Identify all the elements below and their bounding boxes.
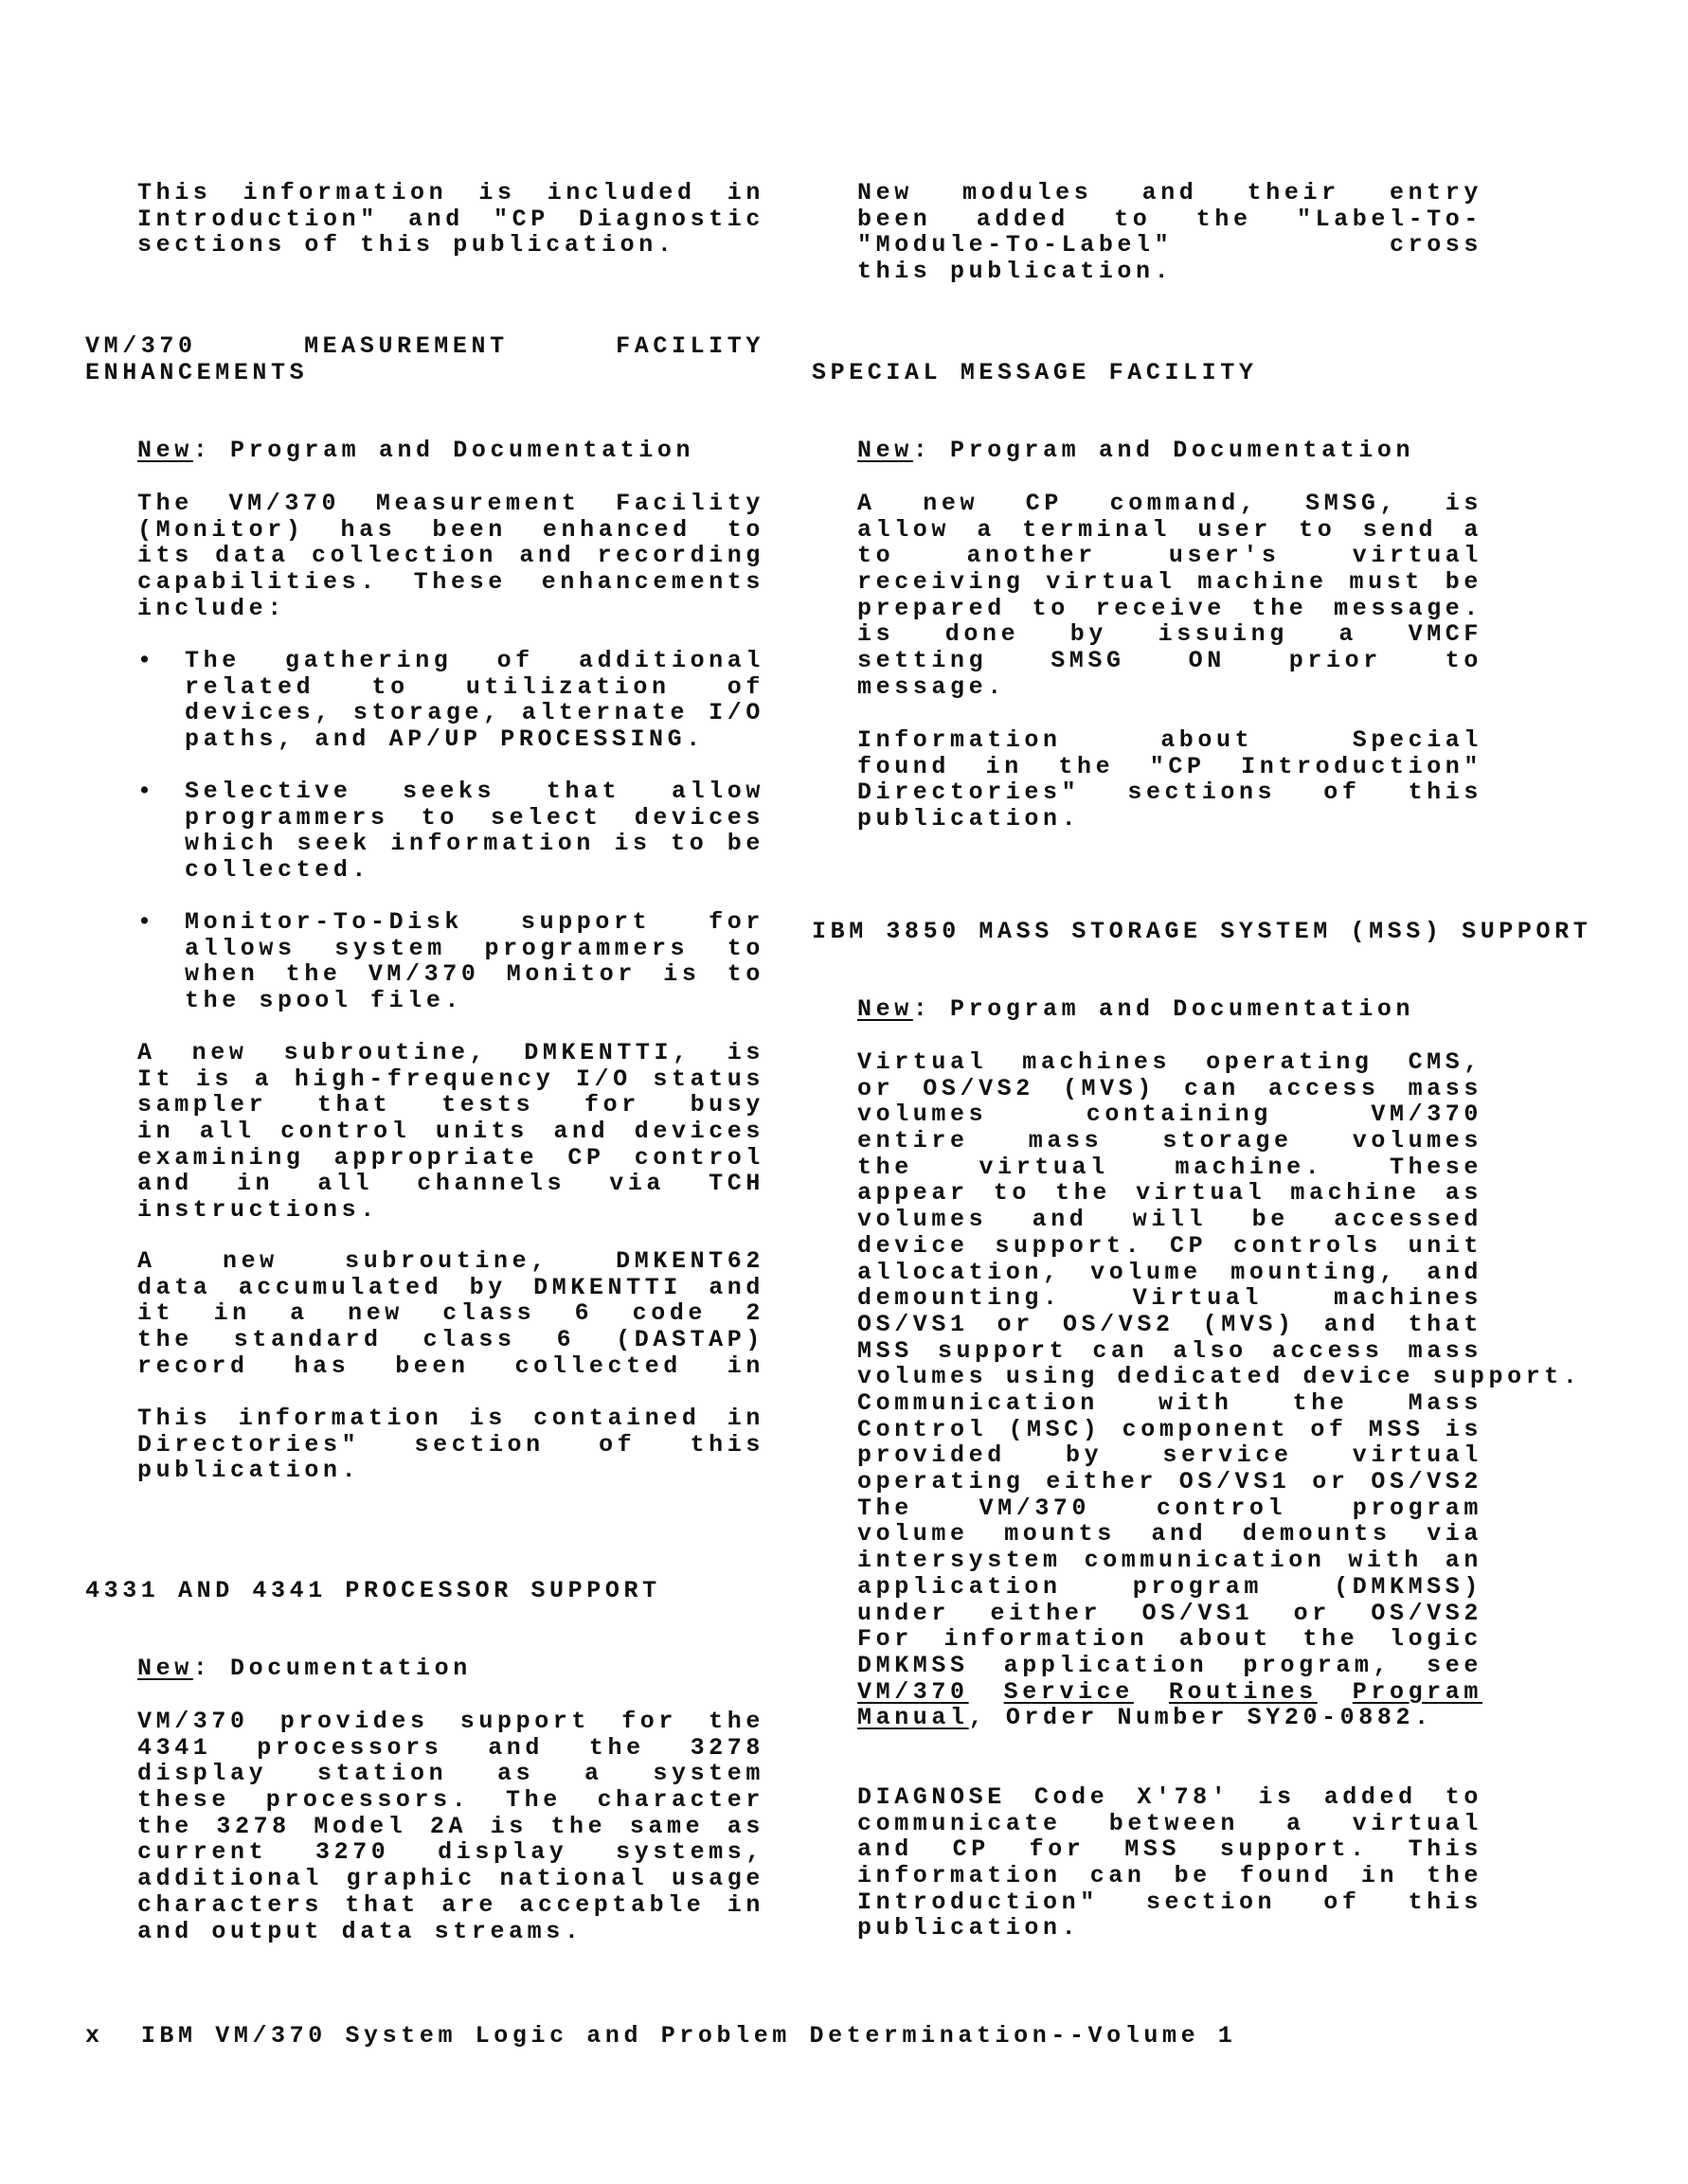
text-line: characters that are acceptable in	[137, 1891, 764, 1919]
text-line: the standard class 6 (DASTAP)	[137, 1327, 764, 1353]
text-line: the 3278 Model 2A is the same as	[137, 1813, 764, 1840]
text-line: OS/VS1 or OS/VS2 (MVS) and that	[857, 1311, 1482, 1338]
text-line: allows system programmers to	[185, 935, 764, 962]
manual-title-word: Service	[1003, 1678, 1134, 1706]
text-line: publication.	[137, 1457, 361, 1485]
text-line: application program (DMKMSS)	[857, 1573, 1482, 1601]
text-line: appear to the virtual machine as	[857, 1180, 1482, 1208]
text-line: For information about the logic	[857, 1626, 1482, 1653]
text-line: It is a high-frequency I/O status	[137, 1065, 764, 1093]
text-line: in all control units and devices	[137, 1119, 764, 1145]
text-line: This information is included in	[137, 180, 764, 206]
section-heading-processor	[85, 1578, 764, 1604]
manual-title-word: VM/370	[857, 1678, 969, 1706]
text-line: A new subroutine, DMKENT62	[137, 1248, 764, 1275]
text-line: Information about Special	[857, 727, 1482, 754]
text-line: when the VM/370 Monitor is to	[185, 961, 764, 989]
text-line: 4331 AND 4341 PROCESSOR SUPPORT	[85, 1577, 661, 1604]
text-line: instructions.	[137, 1196, 379, 1225]
text-line: under either OS/VS1 or OS/VS2	[857, 1600, 1482, 1627]
text-line: the spool file.	[185, 987, 464, 1015]
bullet-icon: •	[137, 908, 153, 936]
text-line: volumes using dedicated device support.	[857, 1363, 1582, 1391]
text-line: and output data streams.	[137, 1917, 584, 1945]
bullet-icon: •	[137, 778, 153, 805]
text-line: Control (MSC) component of MSS is	[857, 1416, 1482, 1443]
text-line: operating either OS/VS1 or OS/VS2	[857, 1469, 1482, 1495]
dmkentti-paragraph	[137, 1040, 764, 1224]
text-line: A new subroutine, DMKENTTI, is	[137, 1040, 764, 1066]
new-type: : Program and Documentation	[192, 437, 695, 464]
text-line: "Module-To-Label" cross	[857, 232, 1482, 260]
new-label: New	[857, 995, 913, 1023]
dmkent62-paragraph	[137, 1248, 764, 1379]
text-line: Introduction" section of this	[857, 1889, 1482, 1916]
text-line: DIAGNOSE Code X'78' is added to	[857, 1784, 1482, 1811]
section-heading-mss	[812, 918, 1592, 945]
manual-title-word: Manual	[857, 1704, 969, 1732]
text-line: allocation, volume mounting, and	[857, 1259, 1482, 1286]
processor-paragraph	[137, 1709, 764, 1944]
text-line: IBM 3850 MASS STORAGE SYSTEM (MSS) SUPPORT	[812, 918, 1592, 945]
text-line: these processors. The character	[137, 1787, 764, 1814]
text-line: A new CP command, SMSG, is	[857, 491, 1482, 517]
page-number: x	[85, 2022, 104, 2050]
smsg-paragraph	[857, 491, 1482, 701]
text-line: which seek information is to be	[185, 831, 764, 858]
monitor-info-paragraph	[137, 1405, 764, 1484]
text-line: Communication with the Mass	[857, 1390, 1482, 1417]
text-line: The VM/370 control program	[857, 1495, 1482, 1522]
bullet-item-1	[185, 648, 764, 753]
text-line: message.	[857, 672, 1006, 701]
text-line: found in the "CP Introduction"	[857, 753, 1482, 780]
text-line: sections of this publication.	[137, 231, 676, 260]
new-label: New	[137, 1655, 193, 1682]
text-line: VM/370 provides support for the	[137, 1709, 764, 1735]
text-line: information can be found in the	[857, 1863, 1482, 1889]
text-line: communicate between a virtual	[857, 1810, 1482, 1837]
new-label: New	[857, 437, 913, 464]
text-line: DMKMSS application program, see	[857, 1652, 1482, 1679]
text-line: volume mounts and demounts via	[857, 1521, 1482, 1548]
new-label-mss	[857, 996, 1482, 1023]
text-line: Virtual machines operating CMS,	[857, 1049, 1482, 1076]
page-footer	[85, 2023, 1236, 2050]
text-line: include:	[137, 594, 286, 622]
mss-communication-paragraph	[857, 1390, 1482, 1731]
manual-title-line	[857, 1679, 1482, 1706]
order-number: , Order Number SY20-0882.	[968, 1704, 1433, 1732]
text-line: receiving virtual machine must be	[857, 569, 1482, 596]
text-line: 4341 processors and the 3278	[137, 1734, 764, 1762]
text-line: prepared to receive the message.	[857, 595, 1482, 622]
text-line: and in all channels via TCH	[137, 1171, 764, 1198]
smsg-info-paragraph	[857, 727, 1482, 832]
text-line: This information is contained in	[137, 1405, 764, 1432]
text-line: publication.	[857, 1914, 1081, 1942]
text-line: The VM/370 Measurement Facility	[137, 491, 764, 517]
text-line: SPECIAL MESSAGE FACILITY	[812, 359, 1258, 386]
text-line: related to utilization of	[185, 673, 764, 701]
text-line: capabilities. These enhancements	[137, 569, 764, 596]
new-label: New	[137, 437, 193, 464]
section-heading-smsg	[812, 360, 1482, 386]
text-line: Introduction" and "CP Diagnostic	[137, 206, 764, 233]
text-line: paths, and AP/UP PROCESSING.	[185, 725, 705, 754]
new-label-processor	[137, 1656, 764, 1682]
new-label-monitor	[137, 438, 764, 464]
text-line: to another user's virtual	[857, 543, 1482, 570]
text-line: current 3270 display systems,	[137, 1839, 764, 1867]
text-line: (Monitor) has been enhanced to	[137, 516, 764, 544]
text-line: allow a terminal user to send a	[857, 516, 1482, 544]
publication-title: IBM VM/370 System Logic and Problem Determination--Volume 1	[140, 2022, 1237, 2050]
text-line: Directories" section of this	[137, 1431, 764, 1459]
text-line: been added to the "Label-To-	[857, 206, 1482, 233]
text-line: devices, storage, alternate I/O	[185, 700, 764, 727]
text-line: entire mass storage volumes	[857, 1128, 1482, 1155]
text-line: intersystem communication with an	[857, 1548, 1482, 1574]
intro-paragraph-left	[137, 180, 764, 259]
text-line: additional graphic national usage	[137, 1866, 764, 1892]
section-heading-monitor	[85, 333, 764, 385]
bullet-icon: •	[137, 647, 153, 674]
text-line: demounting. Virtual machines	[857, 1285, 1482, 1312]
bullet-item-3	[185, 909, 764, 1014]
text-line: New modules and their entry	[857, 180, 1482, 206]
text-line: data accumulated by DMKENTTI and	[137, 1274, 764, 1301]
text-line: collected.	[185, 856, 371, 885]
text-line: examining appropriate CP control	[137, 1144, 764, 1172]
text-line: programmers to select devices	[185, 804, 764, 832]
text-line: this publication.	[857, 258, 1174, 286]
text-line: volumes containing VM/370	[857, 1101, 1482, 1129]
text-line: Directories" sections of this	[857, 779, 1482, 807]
text-line: record has been collected in	[137, 1352, 764, 1380]
text-line: the virtual machine. These	[857, 1154, 1482, 1181]
text-line: The gathering of additional	[185, 648, 764, 674]
text-line: volumes and will be accessed	[857, 1207, 1482, 1233]
new-label-smsg	[857, 438, 1482, 464]
new-type: : Program and Documentation	[912, 995, 1415, 1023]
bullet-item-2	[185, 779, 764, 884]
monitor-intro-paragraph	[137, 491, 764, 621]
manual-title-word: Routines	[1168, 1678, 1318, 1706]
mss-paragraph	[857, 1049, 1582, 1391]
text-line: provided by service virtual	[857, 1442, 1482, 1470]
text-line: MSS support can also access mass	[857, 1337, 1482, 1365]
text-line: ENHANCEMENTS	[85, 358, 309, 386]
intro-paragraph-right	[857, 180, 1482, 285]
text-line: setting SMSG ON prior to	[857, 648, 1482, 674]
new-type: : Program and Documentation	[912, 437, 1415, 464]
text-line: it in a new class 6 code 2	[137, 1300, 764, 1328]
text-line: its data collection and recording	[137, 543, 764, 570]
text-line: Monitor-To-Disk support for	[185, 909, 764, 936]
text-line: device support. CP controls unit	[857, 1232, 1482, 1260]
text-line: VM/370 MEASUREMENT FACILITY	[85, 333, 764, 360]
text-line: Selective seeks that allow	[185, 779, 764, 805]
text-line: and CP for MSS support. This	[857, 1836, 1482, 1864]
mss-communication-lines	[857, 1390, 1482, 1679]
text-line: or OS/VS2 (MVS) can access mass	[857, 1075, 1482, 1102]
text-line: sampler that tests for busy	[137, 1092, 764, 1119]
diagnose-paragraph	[857, 1784, 1482, 1942]
new-type: : Documentation	[192, 1655, 472, 1682]
text-line: display station as a system	[137, 1761, 764, 1788]
manual-title-word: Program	[1352, 1678, 1482, 1706]
text-line: publication.	[857, 805, 1081, 833]
text-line: is done by issuing a VMCF	[857, 621, 1482, 649]
